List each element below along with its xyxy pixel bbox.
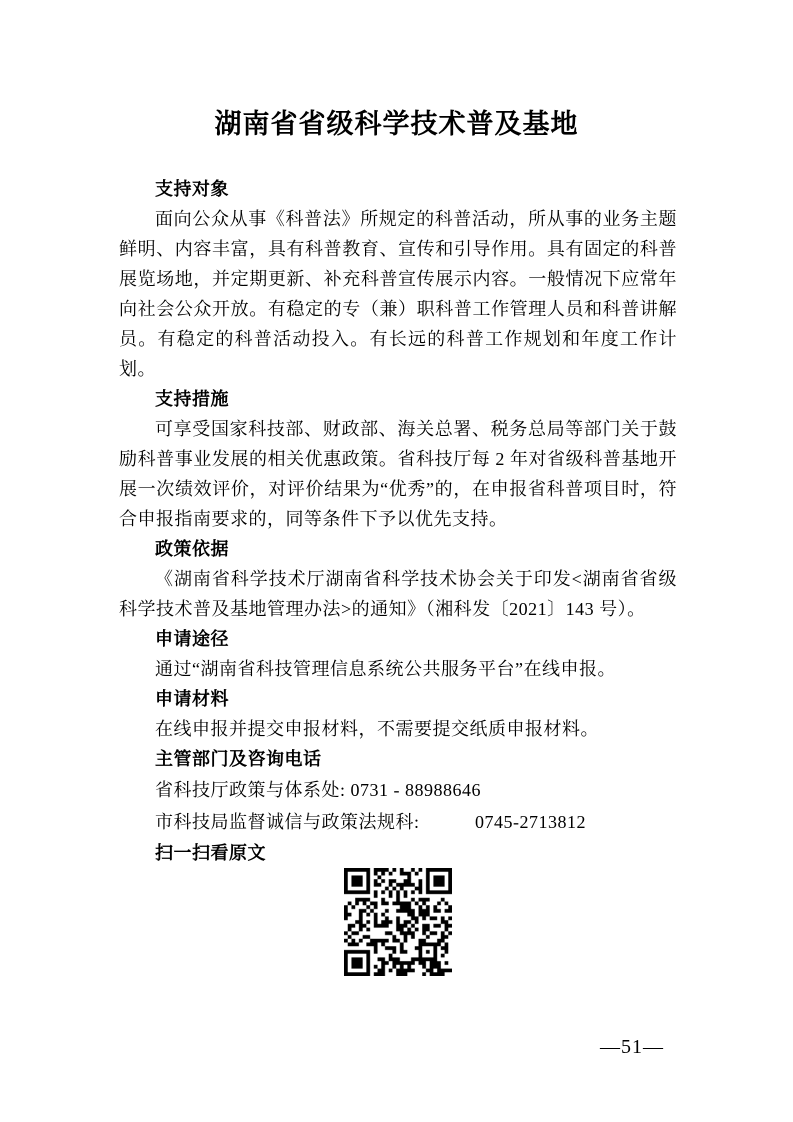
page-number: —51— xyxy=(600,1036,664,1058)
page-title: 湖南省省级科学技术普及基地 xyxy=(214,109,579,139)
paragraph-support-measures: 可享受国家科技部、财政部、海关总署、税务总局等部门关于鼓励科普事业发展的相关优惠政策。省科技厅每 2 年对省级科普基地开展一次绩效评价，对评价结果为“优秀”的，在申报省科普项目时，符合申报指南要求的，同等条件下予以优先支持。 xyxy=(119,419,677,529)
paragraph-application-channel: 通过“湖南省科技管理信息系统公共服务平台”在线申报。 xyxy=(155,659,616,679)
section-heading-application-materials: 申请材料 xyxy=(155,689,229,709)
paragraph-application-materials: 在线申报并提交申报材料，不需要提交纸质申报材料。 xyxy=(155,719,599,739)
qr-code-icon xyxy=(344,868,452,976)
section-heading-application-channel: 申请途径 xyxy=(155,629,229,649)
section-heading-support-measures: 支持措施 xyxy=(155,389,229,409)
qr-code-container xyxy=(344,868,452,976)
section-heading-scan-original: 扫一扫看原文 xyxy=(155,843,266,863)
contact-municipal-phone: 市科技局监督诚信与政策法规科: 0745-2713812 xyxy=(155,812,586,832)
paragraph-policy-basis: 《湖南省科学技术厅湖南省科学技术协会关于印发<湖南省省级科学技术普及基地管理办法>的通知》（湘科发〔2021〕143 号）。 xyxy=(119,569,677,619)
section-heading-support-target: 支持对象 xyxy=(155,179,229,199)
contact-provincial-phone: 省科技厅政策与体系处: 0731 - 88988646 xyxy=(155,780,481,800)
paragraph-support-target: 面向公众从事《科普法》所规定的科普活动，所从事的业务主题鲜明、内容丰富，具有科普教育、宣传和引导作用。具有固定的科普展览场地，并定期更新、补充科普宣传展示内容。一般情况下应常年向社会公众开放。有稳定的专（兼）职科普工作管理人员和科普讲解员。有稳定的科普活动投入。有长远的科普工作规划和年度工作计划。 xyxy=(119,209,677,379)
section-heading-contact-info: 主管部门及咨询电话 xyxy=(155,749,322,769)
document-body xyxy=(119,174,677,976)
section-heading-policy-basis: 政策依据 xyxy=(155,539,229,559)
